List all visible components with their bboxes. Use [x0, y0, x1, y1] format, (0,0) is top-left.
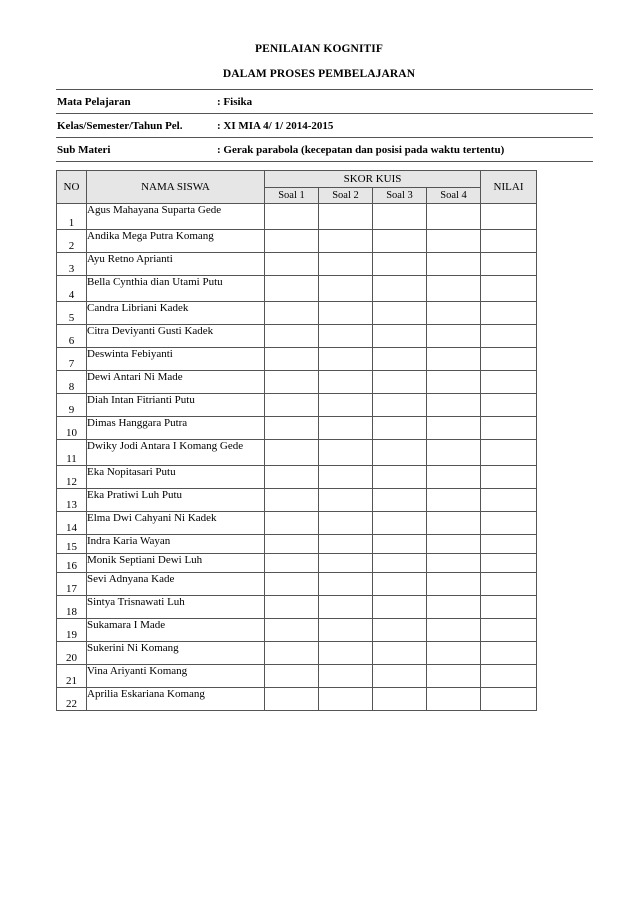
score-cell-soal-2[interactable]: [319, 596, 373, 619]
row-number: 2: [57, 230, 87, 253]
student-name: Vina Ariyanti Komang: [87, 665, 265, 688]
score-cell-soal-3[interactable]: [373, 466, 427, 489]
score-cell-soal-4[interactable]: [427, 302, 481, 325]
score-cell-soal-4[interactable]: [427, 642, 481, 665]
row-number: 20: [57, 642, 87, 665]
student-name: Eka Pratiwi Luh Putu: [87, 489, 265, 512]
score-cell-soal-1[interactable]: [265, 489, 319, 512]
score-cell-soal-3[interactable]: [373, 512, 427, 535]
table-row: [57, 665, 537, 688]
score-cell-soal-4[interactable]: [427, 394, 481, 417]
row-number: 18: [57, 596, 87, 619]
score-cell-soal-2[interactable]: [319, 688, 373, 711]
nilai-cell[interactable]: [481, 302, 537, 325]
row-number: 14: [57, 512, 87, 535]
row-number: 17: [57, 573, 87, 596]
info-section: [56, 89, 593, 162]
nilai-cell[interactable]: [481, 573, 537, 596]
nilai-cell[interactable]: [481, 466, 537, 489]
score-cell-soal-3[interactable]: [373, 230, 427, 253]
score-cell-soal-2[interactable]: [319, 394, 373, 417]
score-cell-soal-3[interactable]: [373, 554, 427, 573]
nilai-cell[interactable]: [481, 512, 537, 535]
row-number: 5: [57, 302, 87, 325]
score-cell-soal-1[interactable]: [265, 619, 319, 642]
table-row: [57, 371, 537, 394]
score-cell-soal-2[interactable]: [319, 253, 373, 276]
score-cell-soal-2[interactable]: [319, 489, 373, 512]
score-cell-soal-3[interactable]: [373, 394, 427, 417]
score-cell-soal-4[interactable]: [427, 204, 481, 230]
student-name: Sukamara I Made: [87, 619, 265, 642]
header-no: NO: [57, 171, 87, 204]
score-cell-soal-2[interactable]: [319, 302, 373, 325]
score-cell-soal-3[interactable]: [373, 371, 427, 394]
table-row: [57, 276, 537, 302]
score-cell-soal-3[interactable]: [373, 619, 427, 642]
table-row: [57, 466, 537, 489]
table-row: [57, 302, 537, 325]
row-number: 13: [57, 489, 87, 512]
score-cell-soal-2[interactable]: [319, 276, 373, 302]
score-cell-soal-3[interactable]: [373, 573, 427, 596]
nilai-cell[interactable]: [481, 554, 537, 573]
score-cell-soal-3[interactable]: [373, 535, 427, 554]
score-cell-soal-2[interactable]: [319, 440, 373, 466]
score-cell-soal-4[interactable]: [427, 596, 481, 619]
header-soal-3: Soal 3: [373, 188, 427, 204]
student-name: Dewi Antari Ni Made: [87, 371, 265, 394]
table-row: [57, 253, 537, 276]
score-cell-soal-4[interactable]: [427, 253, 481, 276]
score-cell-soal-2[interactable]: [319, 554, 373, 573]
student-name: Citra Deviyanti Gusti Kadek: [87, 325, 265, 348]
score-cell-soal-1[interactable]: [265, 688, 319, 711]
table-row: [57, 554, 537, 573]
score-cell-soal-3[interactable]: [373, 489, 427, 512]
score-cell-soal-4[interactable]: [427, 619, 481, 642]
row-number: 3: [57, 253, 87, 276]
grade-table: [56, 170, 537, 711]
score-cell-soal-4[interactable]: [427, 554, 481, 573]
table-row: [57, 619, 537, 642]
nilai-cell[interactable]: [481, 230, 537, 253]
score-cell-soal-2[interactable]: [319, 230, 373, 253]
table-row: [57, 348, 537, 371]
score-cell-soal-1[interactable]: [265, 573, 319, 596]
score-cell-soal-3[interactable]: [373, 325, 427, 348]
score-cell-soal-4[interactable]: [427, 573, 481, 596]
score-cell-soal-4[interactable]: [427, 417, 481, 440]
info-row-subject: [56, 89, 593, 113]
score-cell-soal-2[interactable]: [319, 348, 373, 371]
row-number: 6: [57, 325, 87, 348]
nilai-cell[interactable]: [481, 394, 537, 417]
score-cell-soal-1[interactable]: [265, 276, 319, 302]
nilai-cell[interactable]: [481, 619, 537, 642]
score-cell-soal-4[interactable]: [427, 466, 481, 489]
score-cell-soal-4[interactable]: [427, 230, 481, 253]
row-number: 11: [57, 440, 87, 466]
score-cell-soal-4[interactable]: [427, 325, 481, 348]
score-cell-soal-3[interactable]: [373, 665, 427, 688]
score-cell-soal-1[interactable]: [265, 466, 319, 489]
nilai-cell[interactable]: [481, 276, 537, 302]
table-row: [57, 417, 537, 440]
nilai-cell[interactable]: [481, 642, 537, 665]
score-cell-soal-1[interactable]: [265, 512, 319, 535]
nilai-cell[interactable]: [481, 204, 537, 230]
row-number: 4: [57, 276, 87, 302]
nilai-cell[interactable]: [481, 348, 537, 371]
row-number: 16: [57, 554, 87, 573]
student-name: Bella Cynthia dian Utami Putu: [87, 276, 265, 302]
nilai-cell[interactable]: [481, 417, 537, 440]
score-cell-soal-1[interactable]: [265, 394, 319, 417]
table-row: [57, 325, 537, 348]
grade-table-body: [57, 204, 537, 711]
score-cell-soal-2[interactable]: [319, 204, 373, 230]
score-cell-soal-1[interactable]: [265, 535, 319, 554]
score-cell-soal-3[interactable]: [373, 253, 427, 276]
score-cell-soal-1[interactable]: [265, 348, 319, 371]
row-number: 22: [57, 688, 87, 711]
table-row: [57, 489, 537, 512]
score-cell-soal-3[interactable]: [373, 642, 427, 665]
nilai-cell[interactable]: [481, 325, 537, 348]
score-cell-soal-1[interactable]: [265, 554, 319, 573]
score-cell-soal-2[interactable]: [319, 573, 373, 596]
student-name: Eka Nopitasari Putu: [87, 466, 265, 489]
score-cell-soal-2[interactable]: [319, 371, 373, 394]
score-cell-soal-1[interactable]: [265, 325, 319, 348]
header-skor-kuis: SKOR KUIS: [265, 171, 481, 188]
score-cell-soal-4[interactable]: [427, 348, 481, 371]
score-cell-soal-1[interactable]: [265, 596, 319, 619]
page-subtitle: DALAM PROSES PEMBELAJARAN: [222, 68, 416, 80]
row-number: 12: [57, 466, 87, 489]
student-name: Diah Intan Fitrianti Putu: [87, 394, 265, 417]
score-cell-soal-4[interactable]: [427, 535, 481, 554]
score-cell-soal-4[interactable]: [427, 489, 481, 512]
table-row: [57, 535, 537, 554]
student-name: Ayu Retno Aprianti: [87, 253, 265, 276]
student-name: Aprilia Eskariana Komang: [87, 688, 265, 711]
table-row: [57, 642, 537, 665]
score-cell-soal-3[interactable]: [373, 596, 427, 619]
score-cell-soal-2[interactable]: [319, 642, 373, 665]
student-name: Dimas Hanggara Putra: [87, 417, 265, 440]
row-number: 9: [57, 394, 87, 417]
score-cell-soal-1[interactable]: [265, 440, 319, 466]
score-cell-soal-4[interactable]: [427, 512, 481, 535]
row-number: 7: [57, 348, 87, 371]
student-name: Andika Mega Putra Komang: [87, 230, 265, 253]
score-cell-soal-2[interactable]: [319, 535, 373, 554]
nilai-cell[interactable]: [481, 665, 537, 688]
student-name: Sukerini Ni Komang: [87, 642, 265, 665]
score-cell-soal-2[interactable]: [319, 665, 373, 688]
student-name: Agus Mahayana Suparta Gede: [87, 204, 265, 230]
score-cell-soal-2[interactable]: [319, 417, 373, 440]
score-cell-soal-3[interactable]: [373, 417, 427, 440]
table-row: [57, 204, 537, 230]
row-number: 8: [57, 371, 87, 394]
row-number: 21: [57, 665, 87, 688]
header-nama-siswa: NAMA SISWA: [87, 171, 265, 204]
student-name: Indra Karia Wayan: [87, 535, 265, 554]
nilai-cell[interactable]: [481, 371, 537, 394]
student-name: Sintya Trisnawati Luh: [87, 596, 265, 619]
score-cell-soal-2[interactable]: [319, 466, 373, 489]
nilai-cell[interactable]: [481, 535, 537, 554]
header-soal-2: Soal 2: [319, 188, 373, 204]
nilai-cell[interactable]: [481, 688, 537, 711]
nilai-cell[interactable]: [481, 596, 537, 619]
row-number: 15: [57, 535, 87, 554]
student-name: Monik Septiani Dewi Luh: [87, 554, 265, 573]
score-cell-soal-3[interactable]: [373, 440, 427, 466]
score-cell-soal-1[interactable]: [265, 417, 319, 440]
nilai-cell[interactable]: [481, 489, 537, 512]
info-value: : Gerak parabola (kecepatan dan posisi pada waktu tertentu): [217, 143, 505, 156]
score-cell-soal-1[interactable]: [265, 642, 319, 665]
student-name: Candra Libriani Kadek: [87, 302, 265, 325]
score-cell-soal-4[interactable]: [427, 371, 481, 394]
info-value: : Fisika: [217, 95, 253, 108]
table-row: [57, 512, 537, 535]
info-label: Mata Pelajaran: [57, 95, 131, 108]
header-soal-4: Soal 4: [427, 188, 481, 204]
student-name: Deswinta Febiyanti: [87, 348, 265, 371]
row-number: 10: [57, 417, 87, 440]
header-soal-1: Soal 1: [265, 188, 319, 204]
score-cell-soal-4[interactable]: [427, 276, 481, 302]
score-cell-soal-1[interactable]: [265, 371, 319, 394]
score-cell-soal-1[interactable]: [265, 302, 319, 325]
score-cell-soal-2[interactable]: [319, 325, 373, 348]
info-value: : XI MIA 4/ 1/ 2014-2015: [217, 119, 334, 132]
score-cell-soal-4[interactable]: [427, 665, 481, 688]
header-nilai: NILAI: [481, 171, 537, 204]
table-row: [57, 688, 537, 711]
score-cell-soal-3[interactable]: [373, 348, 427, 371]
info-row-class: [56, 113, 593, 137]
score-cell-soal-3[interactable]: [373, 688, 427, 711]
score-cell-soal-3[interactable]: [373, 204, 427, 230]
student-name: Dwiky Jodi Antara I Komang Gede: [87, 440, 265, 466]
score-cell-soal-3[interactable]: [373, 276, 427, 302]
student-name: Elma Dwi Cahyani Ni Kadek: [87, 512, 265, 535]
page-title: PENILAIAN KOGNITIF: [255, 43, 383, 55]
nilai-cell[interactable]: [481, 253, 537, 276]
table-row: [57, 394, 537, 417]
table-row: [57, 596, 537, 619]
info-label: Sub Materi: [57, 143, 111, 156]
score-cell-soal-1[interactable]: [265, 665, 319, 688]
score-cell-soal-4[interactable]: [427, 440, 481, 466]
score-cell-soal-1[interactable]: [265, 253, 319, 276]
table-row: [57, 230, 537, 253]
score-cell-soal-4[interactable]: [427, 688, 481, 711]
nilai-cell[interactable]: [481, 440, 537, 466]
info-label: Kelas/Semester/Tahun Pel.: [57, 119, 183, 132]
table-row: [57, 573, 537, 596]
score-cell-soal-2[interactable]: [319, 512, 373, 535]
score-cell-soal-3[interactable]: [373, 302, 427, 325]
info-row-topic: [56, 137, 593, 162]
row-number: 19: [57, 619, 87, 642]
score-cell-soal-2[interactable]: [319, 619, 373, 642]
row-number: 1: [57, 204, 87, 230]
score-cell-soal-1[interactable]: [265, 230, 319, 253]
student-name: Sevi Adnyana Kade: [87, 573, 265, 596]
score-cell-soal-1[interactable]: [265, 204, 319, 230]
table-row: [57, 440, 537, 466]
